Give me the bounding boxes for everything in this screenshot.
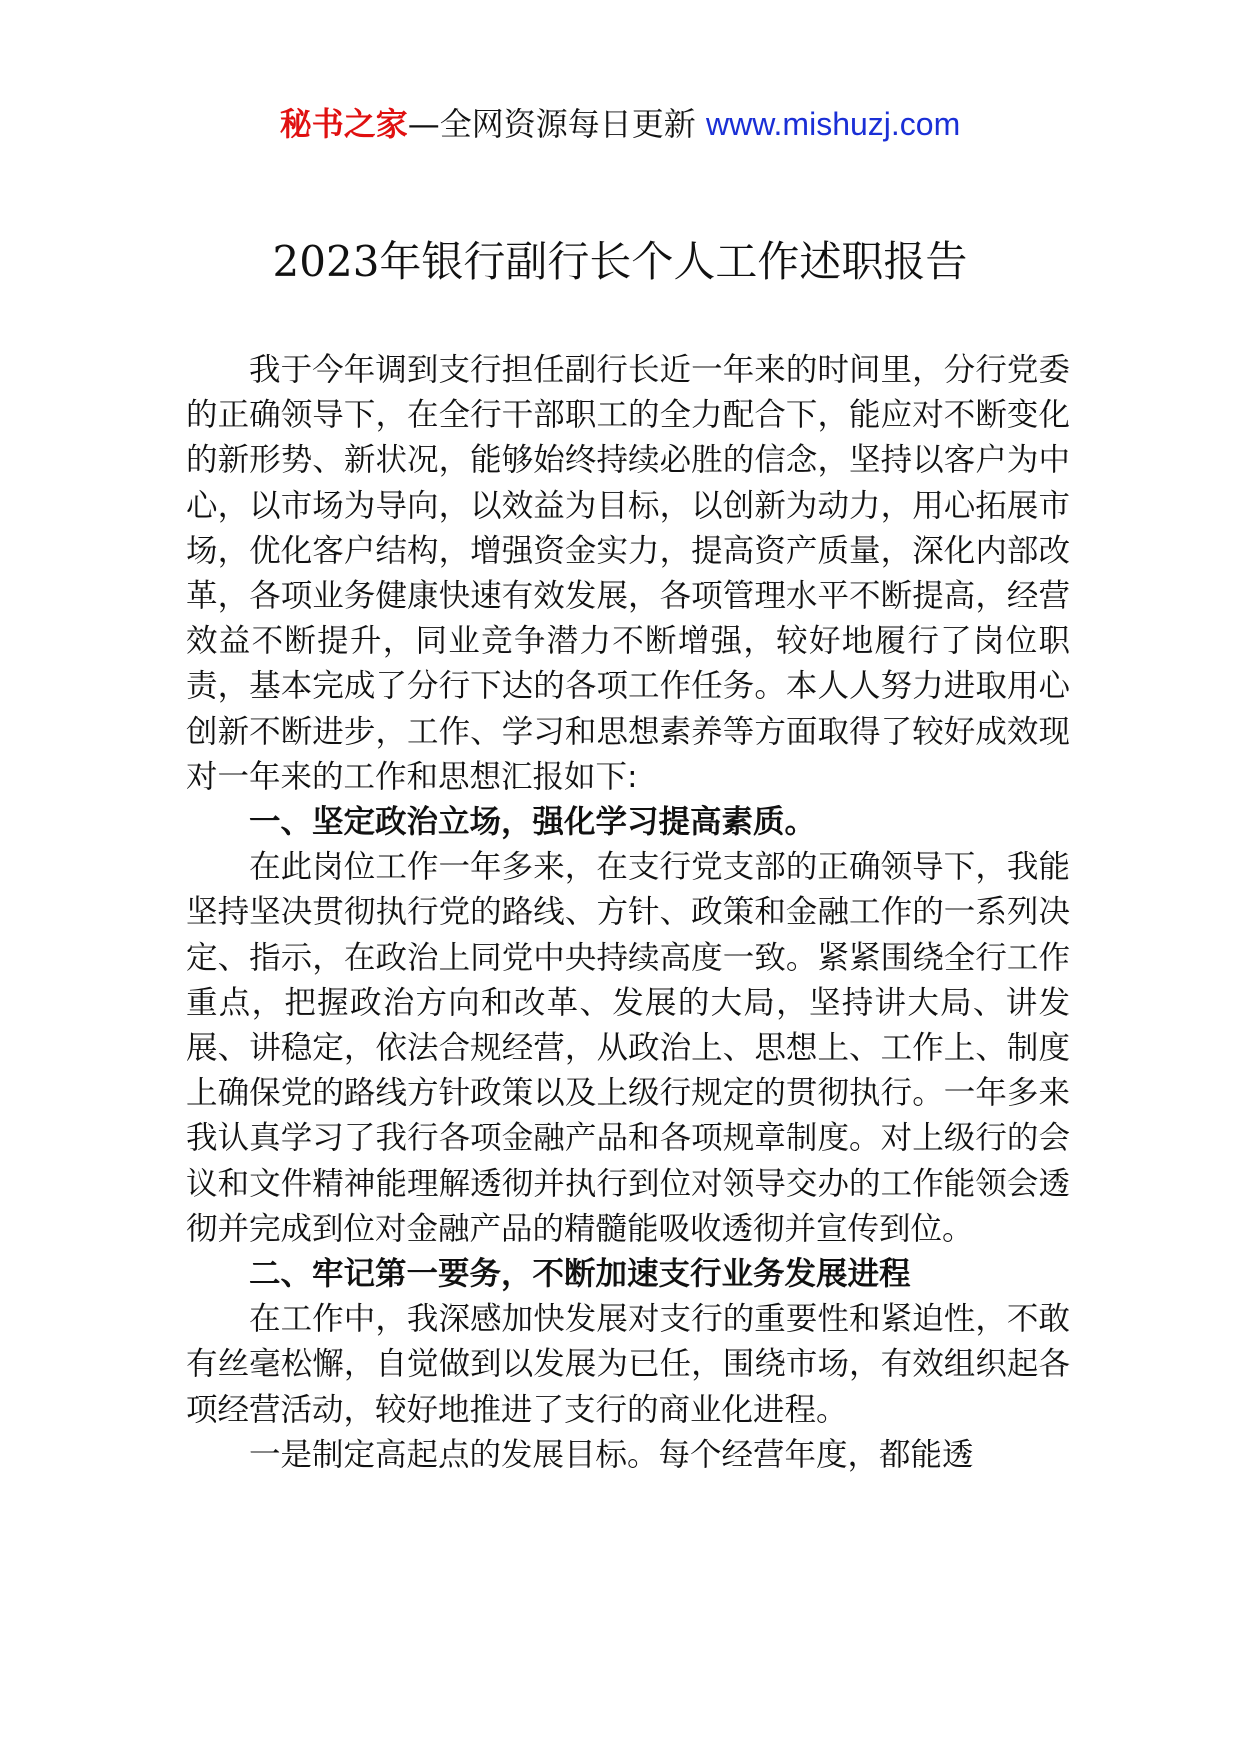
site-url-link[interactable]: www.mishuzj.com: [705, 106, 961, 142]
site-brand: 秘书之家: [279, 105, 408, 143]
paragraph-section-2: 在工作中，我深感加快发展对支行的重要性和紧迫性，不敢有丝毫松懈，自觉做到以发展为已任，围绕市场，有效组织起各项经营活动，较好地推进了支行的商业化进程。: [186, 1301, 1070, 1428]
paragraph-point-1: 一是制定高起点的发展目标。每个经营年度，都能透: [249, 1436, 974, 1473]
section-heading-1: 一、坚定政治立场，强化学习提高素质。: [249, 804, 817, 841]
section-heading-2: 二、牢记第一要务，不断加速支行业务发展进程: [249, 1256, 911, 1293]
document-body: [186, 348, 1070, 1478]
site-header: [0, 100, 1240, 148]
paragraph-intro: 我于今年调到支行担任副行长近一年来的时间里，分行党委的正确领导下，在全行干部职工的全力配合下，能应对不断变化的新形势、新状况，能够始终持续必胜的信念，坚持以客户为中心，以市场为导向，以效益为目标，以创新为动力，用心拓展市场，优化客户结构，增强资金实力，提高资产质量，深化内部改革，各项业务健康快速有效发展，各项管理水平不断提高，经营效益不断提升，同业竞争潜力不断增强，较好地履行了岗位职责，基本完成了分行下达的各项工作任务。本人人努力进取用心创新不断进步，工作、学习和思想素养等方面取得了较好成效现对一年来的工作和思想汇报如下:: [186, 352, 1070, 795]
paragraph-section-1: 在此岗位工作一年多来，在支行党支部的正确领导下，我能坚持坚决贯彻执行党的路线、方针、政策和金融工作的一系列决定、指示，在政治上同党中央持续高度一致。紧紧围绕全行工作重点，把握政治方向和改革、发展的大局，坚持讲大局、讲发展、讲稳定，依法合规经营，从政治上、思想上、工作上、制度上确保党的路线方针政策以及上级行规定的贯彻执行。一年多来我认真学习了我行各项金融产品和各项规章制度。对上级行的会议和文件精神能理解透彻并执行到位对领导交办的工作能领会透彻并完成到位对金融产品的精髓能吸收透彻并宣传到位。: [186, 849, 1070, 1247]
site-slogan: —全网资源每日更新: [407, 105, 696, 143]
document-title: 2023年银行副行长个人工作述职报告: [272, 237, 968, 286]
